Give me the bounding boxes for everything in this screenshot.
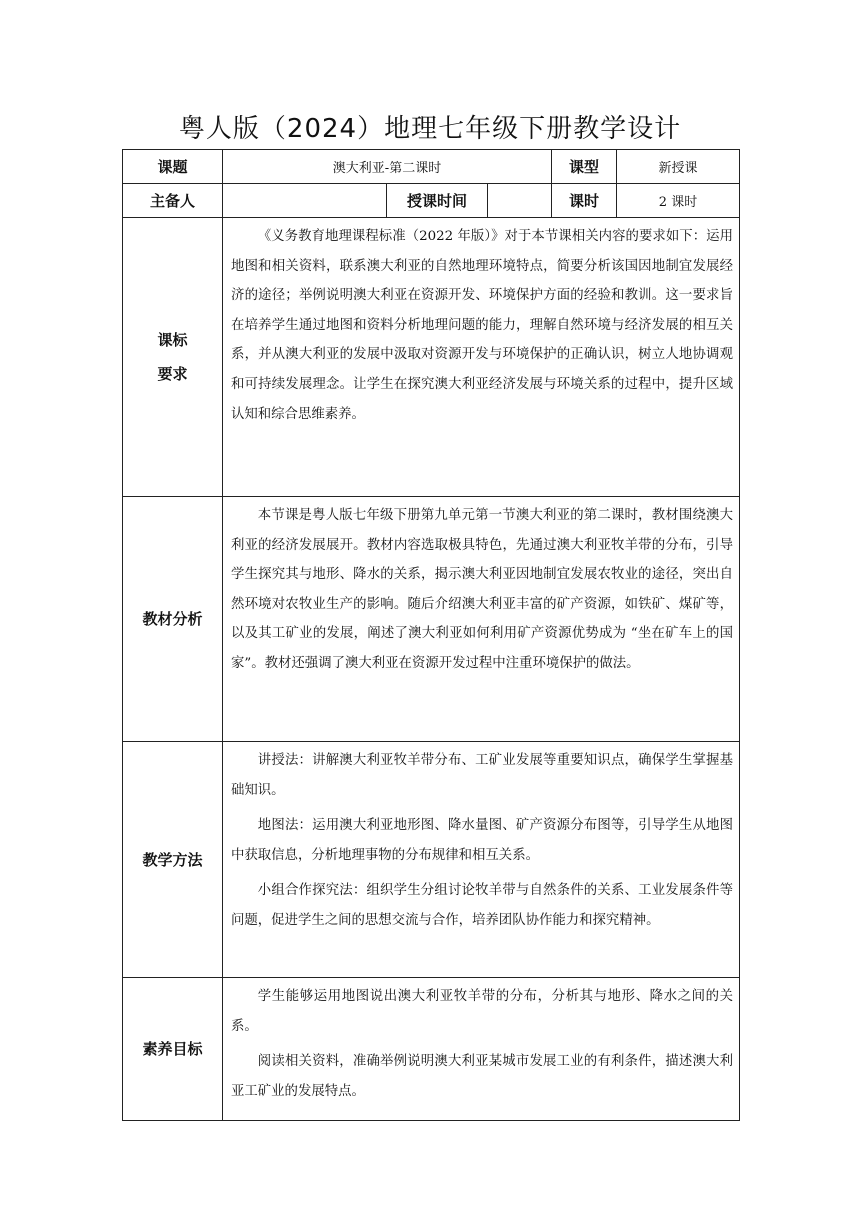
preparer-label: 主备人	[123, 184, 223, 218]
curriculum-label	[123, 218, 223, 497]
topic-value: 澳大利亚-第二课时	[223, 150, 552, 184]
page-title: 粤人版（2024）地理七年级下册教学设计	[178, 114, 682, 144]
curriculum-content	[223, 218, 740, 497]
table-row	[123, 218, 740, 497]
curriculum-label-line1: 课标	[157, 331, 188, 349]
table-row	[123, 742, 740, 978]
goal-2: 阅读相关资料，准确举例说明澳大利亚某城市发展工业的有利条件，描述澳大利亚工矿业的发展特点。	[231, 1054, 733, 1099]
method-group: 小组合作探究法：组织学生分组讨论牧羊带与自然条件的关系、工业发展条件等问题，促进学生之间的思想交流与合作，培养团队协作能力和探究精神。	[231, 883, 733, 928]
time-value	[488, 184, 552, 218]
time-label: 授课时间	[387, 184, 488, 218]
curriculum-label-line2: 要求	[157, 365, 188, 383]
hours-value: 2 课时	[617, 184, 740, 218]
type-label: 课型	[552, 150, 617, 184]
goal-1: 学生能够运用地图说出澳大利亚牧羊带的分布，分析其与地形、降水之间的关系。	[231, 989, 733, 1034]
table-row	[123, 184, 740, 218]
teaching-method-label: 教学方法	[123, 742, 223, 978]
literacy-goal-content	[223, 978, 740, 1121]
table-row	[123, 497, 740, 742]
method-map: 地图法：运用澳大利亚地形图、降水量图、矿产资源分布图等，引导学生从地图中获取信息，分析地理事物的分布规律和相互关系。	[231, 818, 733, 863]
type-value: 新授课	[617, 150, 740, 184]
topic-label: 课题	[123, 150, 223, 184]
hours-label: 课时	[552, 184, 617, 218]
textbook-analysis-content	[223, 497, 740, 742]
textbook-analysis-label: 教材分析	[123, 497, 223, 742]
curriculum-paragraph: 《义务教育地理课程标准（2022 年版）》对于本节课相关内容的要求如下：运用地图和相关资料，联系澳大利亚的自然地理环境特点，简要分析该国因地制宜发展经济的途径；举例说明澳大利亚在资源开发、环境保护方面的经验和教训。这一要求旨在培养学生通过地图和资料分析地理问题的能力，理解自然环境与经济发展的相互关系，并从澳大利亚的发展中汲取对资源开发与环境保护的正确认识，树立人地协调观和可持续发展理念。让学生在探究澳大利亚经济发展与环境关系的过程中，提升区域认知和综合思维素养。	[231, 229, 733, 422]
preparer-value	[223, 184, 387, 218]
lesson-design-table	[122, 149, 740, 1121]
literacy-goal-label: 素养目标	[123, 978, 223, 1121]
teaching-method-content	[223, 742, 740, 978]
table-row	[123, 150, 740, 184]
textbook-analysis-paragraph: 本节课是粤人版七年级下册第九单元第一节澳大利亚的第二课时，教材围绕澳大利亚的经济发展展开。教材内容选取极具特色，先通过澳大利亚牧羊带的分布，引导学生探究其与地形、降水的关系，揭示澳大利亚因地制宜发展农牧业的途径，突出自然环境对农牧业生产的影响。随后介绍澳大利亚丰富的矿产资源，如铁矿、煤矿等，以及其工矿业的发展，阐述了澳大利亚如何利用矿产资源优势成为 “坐在矿车上的国家”。教材还强调了澳大利亚在资源开发过程中注重环境保护的做法。	[231, 508, 733, 671]
method-lecture: 讲授法：讲解澳大利亚牧羊带分布、工矿业发展等重要知识点，确保学生掌握基础知识。	[231, 753, 733, 798]
table-row	[123, 978, 740, 1121]
